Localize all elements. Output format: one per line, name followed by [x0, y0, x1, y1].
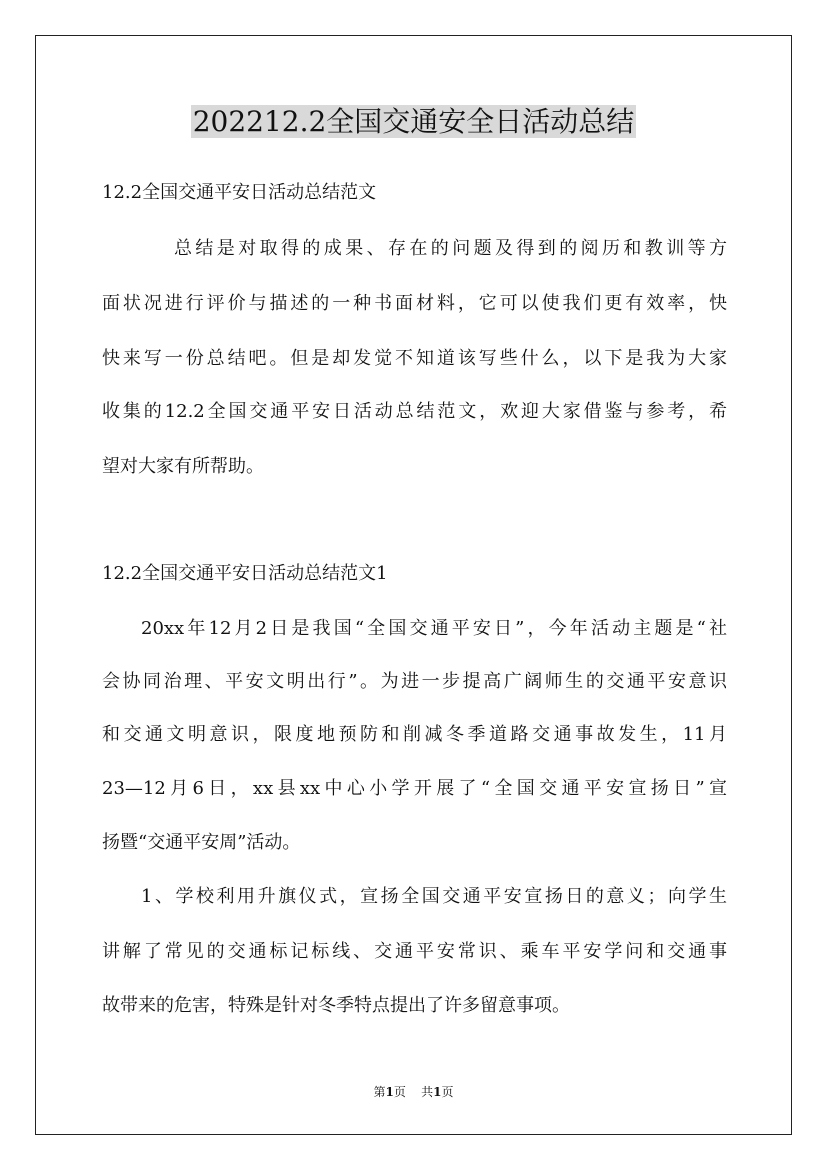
total-label-suffix: 页 [441, 1085, 454, 1099]
para-1-line-1: 20xx年12月2日是我国“全国交通平安日”，今年活动主题是“社 [141, 618, 727, 639]
para-2-line-1: 1、学校利用升旗仪式，宣扬全国交通平安宣扬日的意义；向学生 [141, 886, 727, 907]
section-1-heading: 12.2全国交通平安日活动总结范文1 [102, 563, 388, 584]
intro-line-5: 望对大家有所帮助。 [102, 456, 264, 477]
para-2-line-2: 讲解了常见的交通标记标线、交通平安常识、乘车平安学问和交通事 [102, 941, 727, 962]
document-title [0, 102, 827, 142]
para-2-line-3: 故带来的危害，特殊是针对冬季特点提出了许多留意事项。 [102, 995, 570, 1016]
page-footer [0, 1084, 827, 1100]
para-1-line-4: 23—12月6日，xx县xx中心小学开展了“全国交通平安宣扬日”宣 [102, 778, 727, 799]
intro-line-1: 总结是对取得的成果、存在的问题及得到的阅历和教训等方 [174, 238, 727, 259]
page-number: 1 [385, 1085, 394, 1099]
total-pages: 1 [433, 1085, 442, 1099]
page-label-suffix: 页 [393, 1085, 406, 1099]
total-label-prefix: 共 [421, 1085, 434, 1099]
document-subtitle: 12.2全国交通平安日活动总结范文 [102, 182, 377, 203]
para-1-line-3: 和交通文明意识，限度地预防和削减冬季道路交通事故发生，11月 [102, 724, 727, 745]
page-label-prefix: 第 [373, 1085, 386, 1099]
intro-line-3: 快来写一份总结吧。但是却发觉不知道该写些什么，以下是我为大家 [102, 348, 727, 369]
document-title-text: 202212.2全国交通安全日活动总结 [192, 105, 635, 138]
intro-line-4: 收集的12.2全国交通平安日活动总结范文，欢迎大家借鉴与参考，希 [102, 401, 727, 422]
para-1-line-2: 会协同治理、平安文明出行”。为进一步提高广阔师生的交通平安意识 [102, 671, 727, 692]
intro-line-2: 面状况进行评价与描述的一种书面材料，它可以使我们更有效率，快 [102, 293, 727, 314]
para-1-line-5: 扬暨“交通平安周”活动。 [102, 832, 301, 853]
